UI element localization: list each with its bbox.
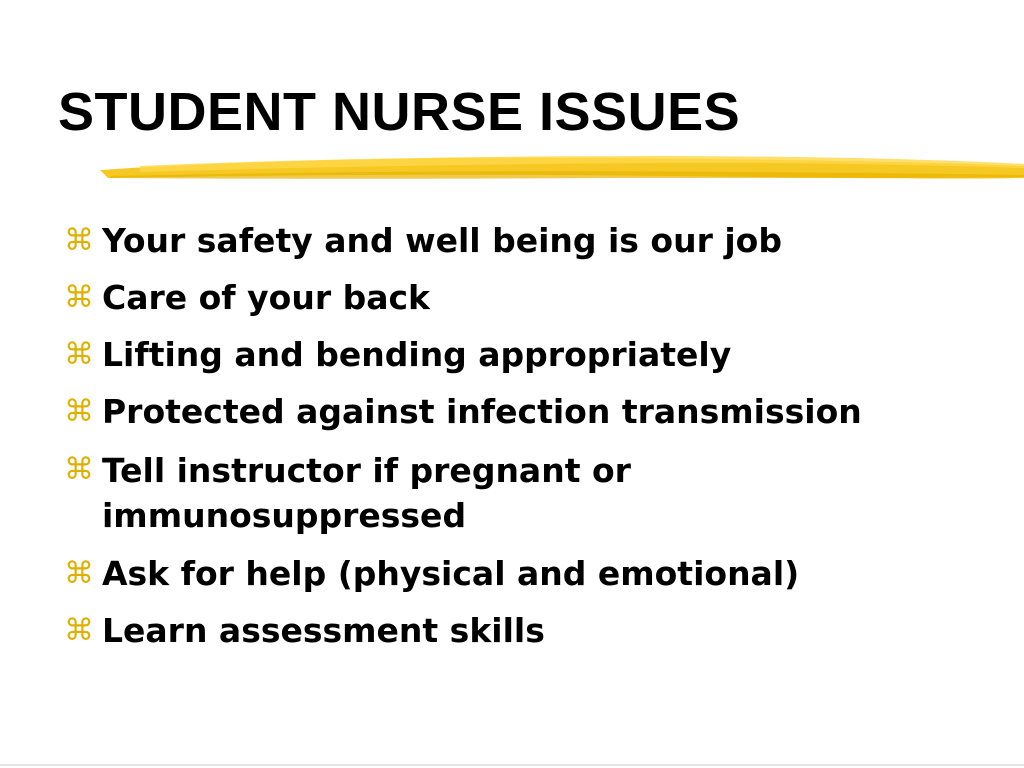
command-key-icon: ⌘ — [64, 613, 94, 648]
highlighter-underline — [100, 148, 1024, 188]
bullet-item — [62, 220, 992, 262]
command-key-icon: ⌘ — [64, 394, 94, 429]
slide-title: STUDENT NURSE ISSUES — [58, 82, 741, 142]
bullet-text: Care of your back — [102, 278, 430, 317]
bullet-text: Protected against infection transmission — [102, 392, 862, 431]
command-key-icon: ⌘ — [64, 280, 94, 315]
bullet-text: Your safety and well being is our job — [102, 221, 782, 260]
bullet-item — [62, 553, 992, 595]
bullet-text: Learn assessment skills — [102, 611, 545, 650]
command-key-icon: ⌘ — [64, 451, 94, 487]
bullet-text: Tell instructor if pregnant or immunosuppressed — [102, 451, 631, 535]
bullet-text: Lifting and bending appropriately — [102, 335, 732, 374]
bullet-item — [62, 448, 722, 538]
command-key-icon: ⌘ — [64, 556, 94, 591]
bottom-divider — [0, 764, 1024, 766]
bullet-text: Ask for help (physical and emotional) — [102, 554, 800, 593]
bullet-list — [62, 220, 992, 667]
bullet-item — [62, 334, 992, 376]
bullet-item — [62, 391, 992, 433]
command-key-icon: ⌘ — [64, 223, 94, 258]
bullet-item — [62, 610, 992, 652]
bullet-item — [62, 277, 992, 319]
command-key-icon: ⌘ — [64, 337, 94, 372]
